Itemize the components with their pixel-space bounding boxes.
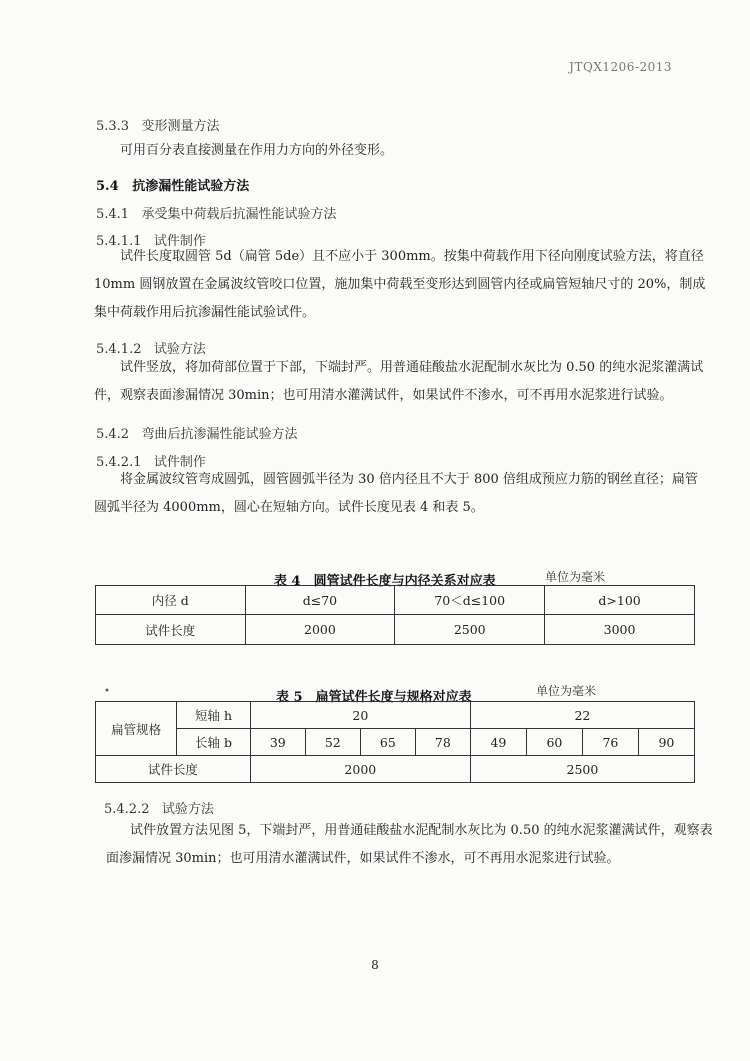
table-4-unit: 单位为毫米 — [545, 570, 606, 584]
heading-number: 5.4.2.2 — [104, 802, 150, 817]
heading-5-4 — [96, 175, 249, 194]
paragraph-line: 试件长度取圆管 5d（扁管 5de）且不应小于 300mm。按集中荷载作用下径向刚度试验方法，将直径 — [120, 249, 704, 264]
table-cell-header: 短轴 h — [177, 702, 250, 729]
table-cell: 49 — [470, 729, 526, 756]
heading-number: 5.4.1 — [96, 207, 130, 222]
heading-5-4-1-2 — [96, 338, 206, 357]
table-cell: 2500 — [470, 756, 694, 783]
table-cell: 3000 — [545, 615, 695, 645]
table-cell: 90 — [638, 729, 694, 756]
heading-number: 5.4.2.1 — [96, 455, 142, 470]
table-cell: 52 — [305, 729, 360, 756]
table-cell: 2500 — [395, 615, 545, 645]
heading-title: 抗渗漏性能试验方法 — [132, 179, 250, 194]
heading-number: 5.4.1.2 — [96, 342, 142, 357]
table-cell: d≤70 — [245, 586, 395, 615]
table-cell: d>100 — [545, 586, 695, 615]
heading-title: 试验方法 — [161, 802, 214, 817]
table-cell: 78 — [415, 729, 470, 756]
paragraph-line: 圆弧半径为 4000mm，圆心在短轴方向。试件长度见表 4 和表 5。 — [94, 500, 484, 515]
heading-number: 5.4.1.1 — [96, 234, 142, 249]
paragraph-5-3-3: 可用百分表直接测量在作用力方向的外径变形。 — [120, 143, 394, 158]
table-4 — [95, 585, 695, 645]
table-cell: 76 — [582, 729, 638, 756]
heading-number: 5.4 — [96, 179, 119, 194]
table-cell-header: 长轴 b — [177, 729, 250, 756]
table-cell: 2000 — [245, 615, 395, 645]
paragraph-line: 集中荷载作用后抗渗漏性能试验试件。 — [94, 305, 316, 320]
heading-5-4-2-1 — [96, 451, 206, 470]
paragraph-line: 面渗漏情况 30min；也可用清水灌满试件，如果试件不渗水，可不再用水泥浆进行试验。 — [106, 851, 620, 866]
table-cell: 20 — [250, 702, 470, 729]
paragraph-line: 件，观察表面渗漏情况 30min；也可用清水灌满试件，如果试件不渗水，可不再用水泥浆进行试验。 — [94, 388, 673, 403]
table-cell: 60 — [526, 729, 582, 756]
paragraph-line: 试件放置方法见图 5，下端封严，用普通硅酸盐水泥配制水灰比为 0.50 的纯水泥浆灌满试件，观察表 — [130, 823, 713, 838]
heading-5-4-1-1 — [96, 230, 206, 249]
heading-title: 弯曲后抗渗漏性能试验方法 — [141, 427, 298, 442]
page-number: 8 — [371, 958, 379, 972]
table-5-unit: 单位为毫米 — [536, 684, 597, 698]
standard-code: JTQX1206-2013 — [569, 60, 672, 74]
paragraph-line: 将金属波纹管弯成圆弧，圆管圆弧半径为 30 倍内径且不大于 800 倍组成预应力筋的钢丝直径；扁管 — [120, 472, 698, 487]
table-4-caption: 表 4 圆管试件长度与内径关系对应表 — [274, 574, 496, 589]
heading-5-4-1 — [96, 203, 337, 222]
table-cell: 22 — [470, 702, 694, 729]
stray-mark: • — [104, 686, 110, 697]
heading-5-3-3 — [96, 115, 220, 134]
heading-title: 变形测量方法 — [141, 119, 220, 134]
paragraph-line: 10mm 圆钢放置在金属波纹管咬口位置，施加集中荷载至变形达到圆管内径或扁管短轴尺寸的 20%，制成 — [94, 277, 706, 292]
table-cell: 65 — [360, 729, 415, 756]
heading-title: 承受集中荷载后抗漏性能试验方法 — [141, 207, 337, 222]
table-cell-header: 扁管规格 — [96, 702, 177, 756]
table-cell: 2000 — [250, 756, 470, 783]
heading-number: 5.4.2 — [96, 427, 130, 442]
table-cell-header: 试件长度 — [96, 615, 246, 645]
table-5 — [95, 701, 695, 783]
table-5-caption: 表 5 扁管试件长度与规格对应表 — [276, 690, 472, 705]
heading-5-4-2 — [96, 423, 298, 442]
heading-5-4-2-2 — [104, 798, 214, 817]
paragraph-line: 试件竖放，将加荷部位置于下部，下端封严。用普通硅酸盐水泥配制水灰比为 0.50 的纯水泥浆灌满试 — [120, 360, 704, 375]
heading-title: 试验方法 — [153, 342, 206, 357]
table-cell: 70＜d≤100 — [395, 586, 545, 615]
table-cell-header: 内径 d — [96, 586, 246, 615]
table-cell: 39 — [250, 729, 305, 756]
heading-title: 试件制作 — [153, 455, 206, 470]
heading-number: 5.3.3 — [96, 119, 130, 134]
table-cell-header: 试件长度 — [96, 756, 251, 783]
heading-title: 试件制作 — [153, 234, 206, 249]
